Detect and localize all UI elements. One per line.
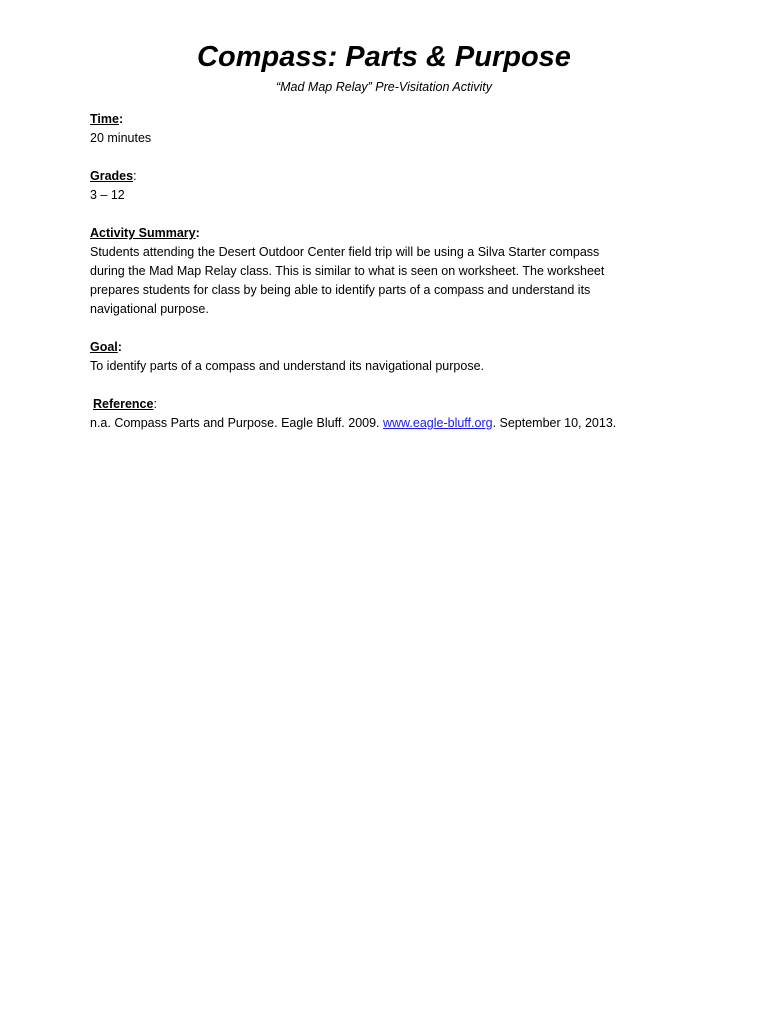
reference-date: . September 10, 2013. <box>492 416 617 430</box>
summary-line-4: navigational purpose. <box>90 302 209 316</box>
summary-colon: : <box>195 226 200 240</box>
goal-colon: : <box>117 340 122 354</box>
goal-value: To identify parts of a compass and understand its navigational purpose. <box>90 359 484 373</box>
summary-heading <box>90 224 680 243</box>
reference-citation <box>90 414 680 433</box>
time-colon: : <box>118 112 124 126</box>
time-heading <box>90 110 680 129</box>
time-value: 20 minutes <box>90 131 152 145</box>
goal-label: Goal <box>90 340 118 354</box>
time-label: Time <box>90 112 119 126</box>
grades-value: 3 – 12 <box>90 188 125 202</box>
activity-summary-section <box>90 224 680 319</box>
reference-colon: : <box>153 397 157 411</box>
grades-colon: : <box>133 169 137 183</box>
summary-line-1: Students attending the Desert Outdoor Center field trip will be using a Silva Starter compass <box>90 245 600 259</box>
time-section <box>90 110 680 148</box>
summary-label: Activity Summary <box>90 226 196 240</box>
reference-section <box>90 395 680 433</box>
summary-line-3: prepares students for class by being able to identify parts of a compass and understand its <box>90 283 591 297</box>
document-body <box>90 110 680 452</box>
reference-label: Reference <box>93 397 154 411</box>
goal-heading <box>90 338 680 357</box>
grades-label: Grades <box>90 169 134 183</box>
page-subtitle: “Mad Map Relay” Pre-Visitation Activity <box>275 80 493 94</box>
reference-heading <box>90 395 680 414</box>
grades-heading <box>90 167 680 186</box>
grades-section <box>90 167 680 205</box>
goal-section <box>90 338 680 376</box>
reference-link[interactable]: www.eagle-bluff.org <box>383 416 493 430</box>
reference-text: n.a. Compass Parts and Purpose. Eagle Bluff. 2009. <box>90 416 383 430</box>
summary-line-2: during the Mad Map Relay class. This is similar to what is seen on worksheet. The worksheet <box>90 264 605 278</box>
page-title: Compass: Parts & Purpose <box>197 41 571 73</box>
